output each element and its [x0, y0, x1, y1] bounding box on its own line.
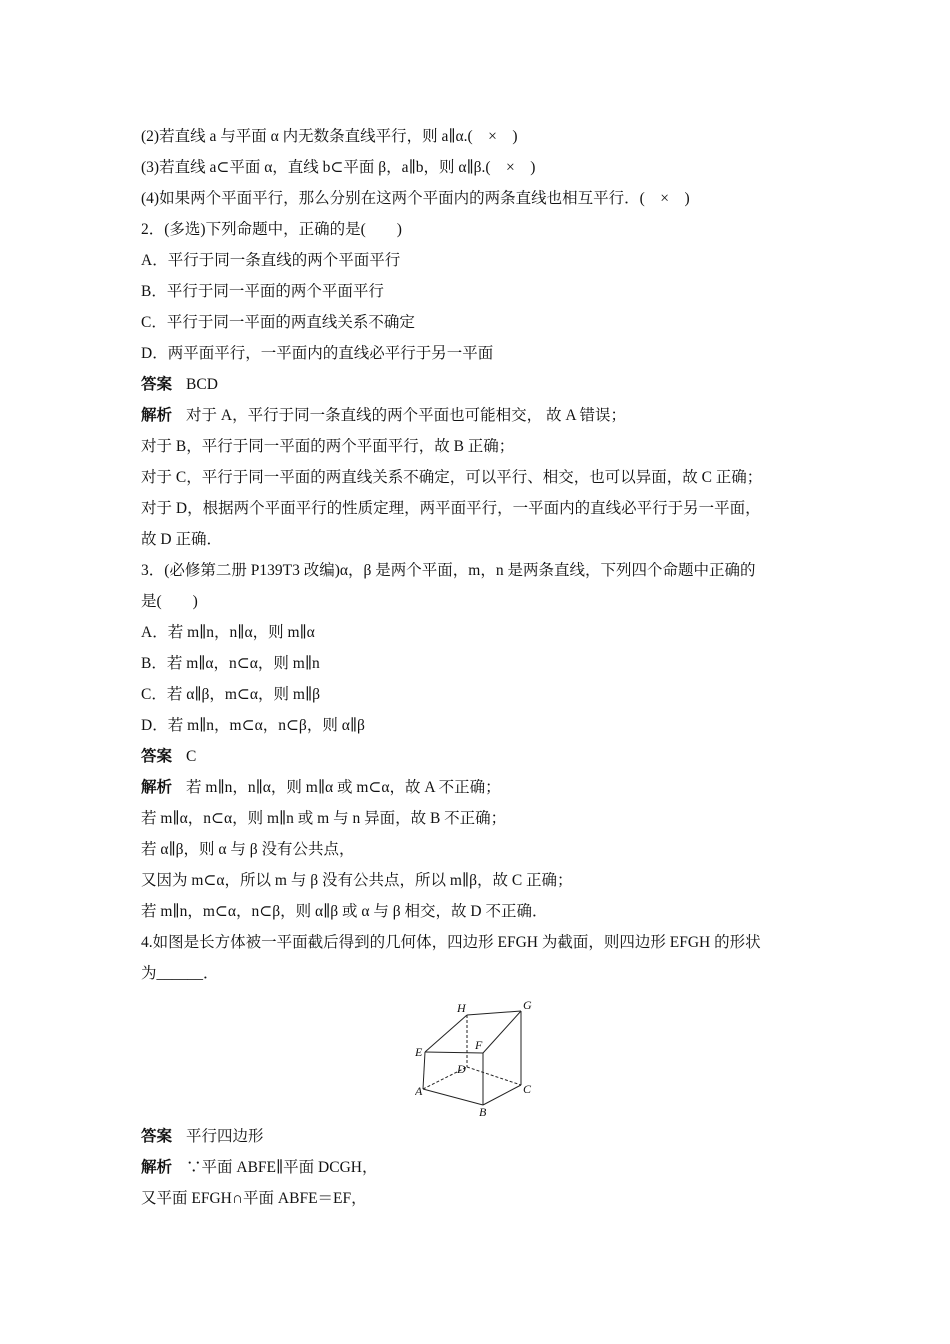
analysis-label: 解析 [141, 779, 173, 796]
q2-analysis [141, 400, 821, 431]
q3-stem: 3．(必修第二册 P139T3 改编)α，β 是两个平面，m，n 是两条直线，下列四个命题中正确的 [141, 562, 756, 579]
edge-bc [483, 1085, 521, 1105]
q2-option-c: C．平行于同一平面的两直线关系不确定 [141, 314, 415, 331]
label-c: C [523, 1082, 532, 1096]
q3-analysis-line: 若 m∥α，n⊂α，则 m∥n 或 m 与 n 异面，故 B 不正确； [141, 810, 507, 827]
cuboid-diagram [415, 995, 535, 1117]
answer-label: 答案 [141, 1128, 173, 1145]
cuboid-figure [141, 995, 821, 1117]
q2-analysis-line: 对于 C，平行于同一平面的两直线关系不确定，可以平行、相交，也可以异面，故 C 正确； [141, 469, 763, 486]
q2-analysis-line: 对于 B，平行于同一平面的两个平面平行，故 B 正确； [141, 438, 515, 455]
q3-analysis-line: 若 m∥n，m⊂α，n⊂β，则 α∥β 或 α 与 β 相交，故 D 不正确． [141, 903, 548, 920]
analysis-label: 解析 [141, 407, 173, 424]
label-a: A [415, 1084, 423, 1098]
answer-text: C [186, 748, 197, 765]
analysis-text: ∵平面 ABFE∥平面 DCGH， [186, 1159, 378, 1176]
q3-analysis-line: 若 α∥β，则 α 与 β 没有公共点， [141, 841, 355, 858]
q4-stem: 4.如图是长方体被一平面截后得到的几何体，四边形 EFGH 为截面，则四边形 EFGH 的形状 [141, 934, 761, 951]
q4-stem-cont: 为______． [141, 965, 219, 982]
answer-text: BCD [186, 376, 218, 393]
answer-label: 答案 [141, 748, 173, 765]
q2-option-b: B．平行于同一平面的两个平面平行 [141, 283, 384, 300]
label-h: H [457, 1001, 466, 1015]
q3-option-d: D．若 m∥n，m⊂α，n⊂β，则 α∥β [141, 717, 365, 734]
q3-option-a: A．若 m∥n，n∥α，则 m∥α [141, 624, 315, 641]
q3-stem-cont: 是( ) [141, 593, 198, 610]
edge-ae [423, 1052, 425, 1089]
answer-label: 答案 [141, 376, 173, 393]
label-d: D [457, 1062, 466, 1076]
label-e: E [415, 1045, 423, 1059]
q1-item-4: (4)如果两个平面平行，那么分别在这两个平面内的两条直线也相互平行．( × ) [141, 190, 690, 207]
q4-answer [141, 1121, 821, 1152]
label-g: G [523, 998, 532, 1012]
q1-item-3: (3)若直线 a⊂平面 α，直线 b⊂平面 β，a∥b，则 α∥β.( × ) [141, 159, 536, 176]
label-b: B [479, 1105, 487, 1117]
q3-answer [141, 741, 821, 772]
analysis-text: 对于 A，平行于同一条直线的两个平面也可能相交， 故 A 错误； [186, 407, 627, 424]
edge-ef [425, 1052, 483, 1053]
q2-stem: 2．(多选)下列命题中，正确的是( ) [141, 221, 402, 238]
q2-answer [141, 369, 821, 400]
q2-option-a: A．平行于同一条直线的两个平面平行 [141, 252, 401, 269]
q2-analysis-line: 对于 D，根据两个平面平行的性质定理，两平面平行，一平面内的直线必平行于另一平面， [141, 500, 761, 517]
analysis-text: 若 m∥n，n∥α，则 m∥α 或 m⊂α，故 A 不正确； [186, 779, 501, 796]
q3-analysis-line: 又因为 m⊂α，所以 m 与 β 没有公共点，所以 m∥β，故 C 正确； [141, 872, 573, 889]
q3-analysis [141, 772, 821, 803]
q4-analysis [141, 1152, 821, 1183]
q1-item-2: (2)若直线 a 与平面 α 内无数条直线平行，则 a∥α.( × ) [141, 128, 518, 145]
q2-option-d: D．两平面平行，一平面内的直线必平行于另一平面 [141, 345, 494, 362]
q2-analysis-line: 故 D 正确． [141, 531, 222, 548]
hidden-edge-dc [467, 1067, 521, 1085]
label-f: F [475, 1038, 483, 1052]
q3-option-b: B．若 m∥α，n⊂α，则 m∥n [141, 655, 320, 672]
edge-ab [423, 1089, 483, 1105]
edge-eh [425, 1015, 467, 1052]
q4-analysis-line: 又平面 EFGH∩平面 ABFE＝EF， [141, 1190, 367, 1207]
analysis-label: 解析 [141, 1159, 173, 1176]
edge-fg [483, 1011, 521, 1053]
answer-text: 平行四边形 [186, 1128, 264, 1145]
edge-hg [467, 1011, 521, 1015]
document-page [141, 121, 821, 1214]
q3-option-c: C．若 α∥β，m⊂α，则 m∥β [141, 686, 321, 703]
